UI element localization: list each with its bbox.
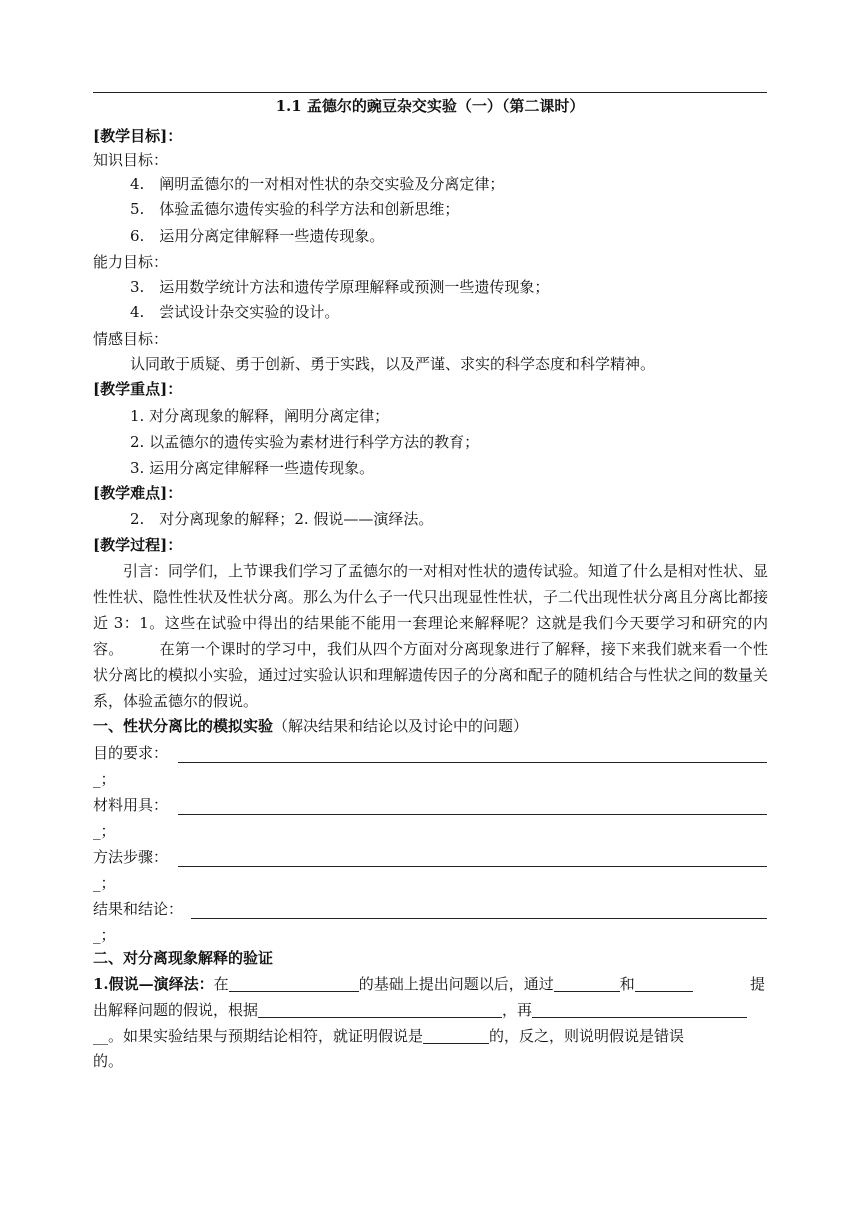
hypothesis-term: 1.假说—演绎法： (93, 975, 214, 993)
knowledge-item: 5. 体验孟德尔遗传实验的科学方法和创新思维； (130, 200, 460, 218)
emotion-label: 情感目标： (93, 330, 169, 348)
knowledge-item: 6. 运用分离定律解释一些遗传现象。 (130, 227, 385, 245)
intro-part-2: 在第一个课时的学习中，我们从四个方面对分离现象进行了解释，接下来我们就来看一个性状分离比的模拟小实验，通过过实验认识和理解遗传因子的分离和配子的随机结合与性状之间的数量关系，体验孟德尔的假说。 (93, 640, 769, 710)
text-run: 出解释问题的假说，根据 (93, 1001, 259, 1019)
key-point-item: 3. 运用分离定律解释一些遗传现象。 (130, 459, 375, 477)
section1-heading: 一、性状分离比的模拟实验 (93, 717, 274, 735)
text-run: 的，反之，则说明假说是错误 (489, 1027, 685, 1045)
fill-blank[interactable] (635, 975, 693, 992)
key-point-item: 2. 以孟德尔的遗传实验为素材进行科学方法的教育； (130, 433, 480, 451)
answer-line[interactable] (178, 814, 767, 815)
fill-blank[interactable] (532, 1001, 747, 1018)
hypothesis-line-2 (93, 1000, 747, 1020)
page-title: 1.1 孟德尔的豌豆杂交实验（一）（第二课时） (275, 97, 585, 115)
answer-line[interactable] (191, 918, 767, 919)
fill-blank[interactable] (554, 975, 620, 992)
emotion-text: 认同敢于质疑、勇于创新、勇于实践，以及严谨、求实的科学态度和科学精神。 (130, 355, 656, 373)
hypothesis-line-3 (93, 1026, 684, 1046)
field-end: _； (93, 874, 116, 892)
fill-blank[interactable] (258, 1001, 502, 1018)
ability-item: 4. 尝试设计杂交实验的设计。 (130, 303, 340, 321)
objectives-heading: [教学目标]： (93, 127, 183, 145)
fill-blank[interactable] (423, 1027, 489, 1044)
text-run: 提 (750, 975, 766, 993)
text-run: 的基础上提出问题以后，通过 (358, 975, 554, 993)
text-run: 的。 (93, 1052, 124, 1070)
knowledge-label: 知识目标： (93, 151, 169, 169)
ability-item: 3. 运用数学统计方法和遗传学原理解释或预测一些遗传现象； (130, 278, 550, 296)
section2-heading: 二、对分离现象解释的验证 (93, 949, 274, 967)
ability-label: 能力目标： (93, 253, 169, 271)
header-rule (93, 92, 767, 93)
field-end: _； (93, 822, 116, 840)
field-end: _； (93, 926, 116, 944)
answer-line[interactable] (178, 762, 767, 763)
field-label: 方法步骤： (93, 848, 169, 866)
text-run: 和 (619, 975, 635, 993)
difficulties-heading: [教学难点]： (93, 484, 183, 502)
answer-line[interactable] (178, 866, 767, 867)
field-label: 目的要求： (93, 744, 169, 762)
text-run: ，再 (502, 1001, 533, 1019)
text-run: 。如果实验结果与预期结论相符，就证明假说是 (108, 1027, 424, 1045)
field-label: 材料用具： (93, 796, 169, 814)
key-points-heading: [教学重点]： (93, 380, 183, 398)
intro-part-1: 引言：同学们，上节课我们学习了孟德尔的一对相对性状的遗传试验。知道了什么是相对性状、显性性状、隐性性状及性状分离。那么为什么子一代只出现显性性状，子二代出现性状分离且分离比都接近 3：1。这些在试验中得出的结果能不能用一套理论来解释呢？这就是我们今天要学习和研究的内容。 (93, 562, 769, 658)
text-run: __ (93, 1027, 108, 1045)
field-label: 结果和结论： (93, 900, 184, 918)
key-point-item: 1. 对分离现象的解释，阐明分离定律； (130, 407, 390, 425)
fill-blank[interactable] (229, 975, 359, 992)
section1-title (93, 716, 528, 736)
text-run: 在 (213, 975, 229, 993)
field-end: _； (93, 770, 116, 788)
hypothesis-line-1 (93, 974, 693, 994)
process-intro-paragraph (93, 558, 768, 714)
process-heading: [教学过程]： (93, 536, 183, 554)
difficulties-text: 2. 对分离现象的解释；2. 假说——演绎法。 (130, 510, 434, 528)
knowledge-item: 4. 阐明孟德尔的一对相对性状的杂交实验及分离定律； (130, 175, 505, 193)
section1-note: （解决结果和结论以及讨论中的问题） (273, 717, 529, 735)
